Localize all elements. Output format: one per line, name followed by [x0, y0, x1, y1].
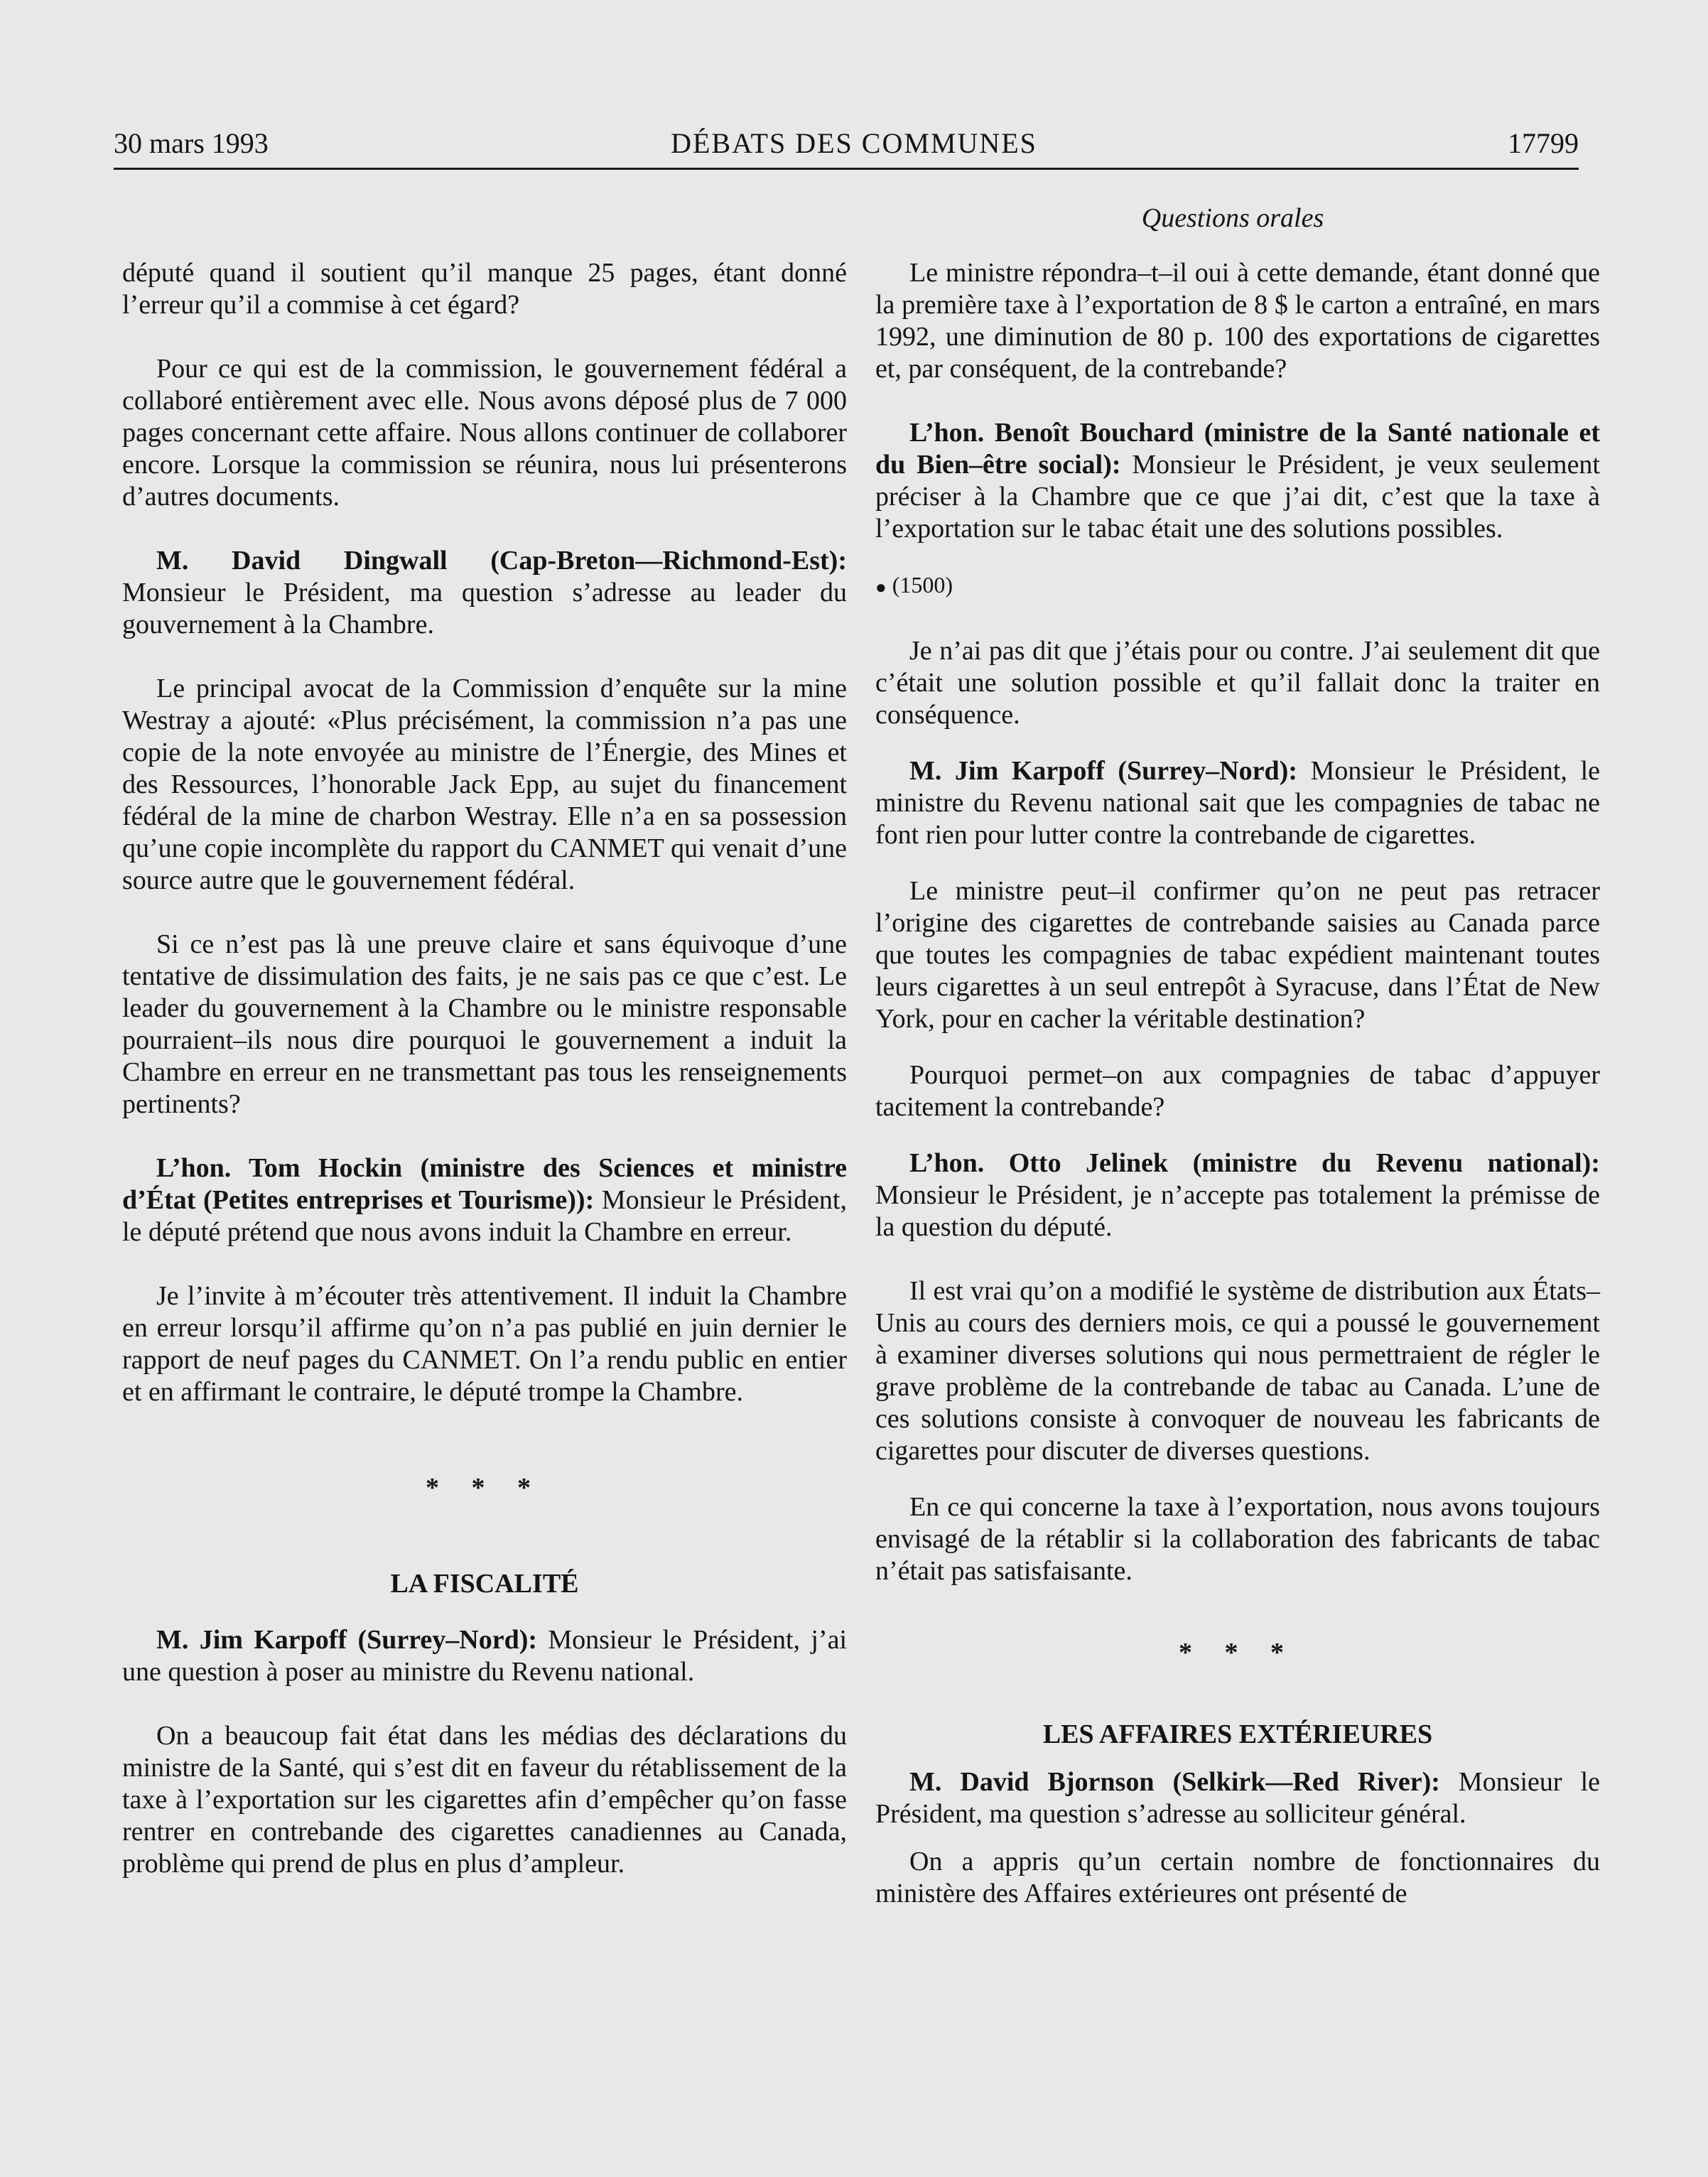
speech-paragraph: [122, 1152, 847, 1248]
bullet-icon: ●: [875, 577, 887, 598]
paragraph: Le ministre peut–il confirmer qu’on ne peut pas retracer l’origine des cigarettes de contrebande saisies au Canada parce que toutes les compagnies de tabac expédient maintenant toutes leurs cigarettes à un seul entrepôt à Syracuse, dans l’État de New York, pour en cacher la véritable destination?: [875, 876, 1600, 1035]
section-heading: LES AFFAIRES EXTÉRIEURES: [1042, 1719, 1433, 1750]
speech-paragraph: [122, 545, 847, 641]
speaker-name: L’hon. Otto Jelinek (ministre du Revenu national):: [909, 1148, 1600, 1179]
paragraph: Je n’ai pas dit que j’étais pour ou contre. J’ai seulement dit que c’était une solution possible et qu’il fallait donc la traiter en conséquence.: [875, 636, 1600, 730]
speaker-name: L’hon. Benoît Bouchard (ministre de la Santé nationale et du Bien–être social):: [875, 418, 1600, 480]
paragraph: Le principal avocat de la Commission d’enquête sur la mine Westray a ajouté: «Plus précisément, la commission n’a pas une copie de la note envoyée au ministre de l’Énergie, des Mines et des Ressources, l’honorable Jack Epp, au sujet du financement fédéral de la mine de charbon Westray. Elle n’a en sa possession qu’une copie incomplète du rapport du CANMET qui venait d’une source autre que le gouvernement fédéral.: [122, 674, 847, 895]
speaker-name: M. Jim Karpoff (Surrey–Nord):: [156, 1625, 538, 1655]
section-separator: * * *: [1179, 1638, 1297, 1668]
speech-text: Monsieur le Président, je n’accepte pas totalement la prémisse de la question du député.: [875, 1180, 1600, 1243]
speech-text: Monsieur le Président, le député prétend que nous avons induit la Chambre en erreur.: [122, 1185, 847, 1247]
section-label: Questions orales: [1141, 203, 1324, 233]
speech-text: Monsieur le Président, j’ai une question à poser au ministre du Revenu national.: [122, 1625, 847, 1687]
paragraph: En ce qui concerne la taxe à l’exportation, nous avons toujours envisagé de la rétablir si la collaboration des fabricants de tabac n’était pas satisfaisante.: [875, 1492, 1600, 1587]
paragraph: Pour ce qui est de la commission, le gouvernement fédéral a collaboré entièrement avec elle. Nous avons déposé plus de 7 000 pages concernant cette affaire. Nous allons continuer de collaborer encore. Lorsque la commission se réunira, nous lui présenterons d’autres documents.: [122, 354, 847, 512]
speech-paragraph: [875, 755, 1600, 851]
paragraph: On a appris qu’un certain nombre de fonctionnaires du ministère des Affaires extérieures ont présenté de: [875, 1847, 1600, 1909]
header-rule: [114, 168, 1579, 170]
speech-text: Monsieur le Président, le ministre du Revenu national sait que les compagnies de tabac ne font rien pour lutter contre la contrebande de cigarettes.: [875, 756, 1600, 850]
right-column: [875, 257, 1600, 1910]
speech-paragraph: [122, 1624, 847, 1688]
speech-text: Monsieur le Président, je veux seulement préciser à la Chambre que ce que j’ai dit, c’est que la taxe à l’exportation sur le tabac était une des solutions possibles.: [875, 450, 1600, 544]
paragraph: Je l’invite à m’écouter très attentivement. Il induit la Chambre en erreur lorsqu’il affirme qu’on n’a pas publié en juin dernier le rapport de neuf pages du CANMET. On l’a rendu public en entier et en affirmant le contraire, le député trompe la Chambre.: [122, 1281, 847, 1407]
speech-text: Monsieur le Président, ma question s’adresse au leader du gouvernement à la Chambre.: [122, 578, 847, 639]
time-marker: [875, 569, 1600, 603]
speech-text: Monsieur le Président, ma question s’adresse au solliciteur général.: [875, 1767, 1601, 1830]
paragraph: député quand il soutient qu’il manque 25 pages, étant donné l’erreur qu’il a commise à cet égard?: [122, 258, 847, 320]
paragraph: On a beaucoup fait état dans les médias des déclarations du ministre de la Santé, qui s’est dit en faveur du rétablissement de la taxe à l’exportation sur les cigarettes afin d’empêcher qu’on fasse rentrer en contrebande des cigarettes canadiennes au Canada, problème qui prend de plus en plus d’ampleur.: [122, 1721, 847, 1879]
header-date: 30 mars 1993: [114, 127, 269, 159]
speaker-name: M. David Bjornson (Selkirk—Red River):: [909, 1767, 1440, 1798]
time-stamp: (1500): [892, 572, 953, 598]
paragraph: Il est vrai qu’on a modifié le système de distribution aux États–Unis au cours des derniers mois, ce qui a poussé le gouvernement à examiner diverses solutions qui nous permettraient de régler le grave problème de la contrebande de tabac au Canada. L’une de ces solutions consiste à convoquer de nouveau les fabricants de cigarettes pour discuter de diverses questions.: [875, 1276, 1600, 1466]
paragraph: Si ce n’est pas là une preuve claire et sans équivoque d’une tentative de dissimulation des faits, je ne sais pas ce que c’est. Le leader du gouvernement à la Chambre ou le ministre responsable pourraient–ils nous dire pourquoi le gouvernement a induit la Chambre en erreur en ne transmettant pas tous les renseignements pertinents?: [122, 929, 847, 1119]
speaker-name: M. Jim Karpoff (Surrey–Nord):: [909, 756, 1297, 787]
speaker-name: M. David Dingwall (Cap-Breton—Richmond-Est):: [156, 546, 847, 576]
section-heading: LA FISCALITÉ: [390, 1569, 579, 1599]
speaker-name: L’hon. Tom Hockin (ministre des Sciences et ministre d’État (Petites entreprises et Tourisme)):: [122, 1153, 847, 1215]
left-column: [122, 257, 847, 1880]
paragraph: Le ministre répondra–t–il oui à cette demande, étant donné que la première taxe à l’exportation de 8 $ le carton a entraîné, en mars 1992, une diminution de 80 p. 100 des exportations de cigarettes et, par conséquent, de la contrebande?: [875, 258, 1600, 384]
header-page-number: 17799: [1508, 127, 1579, 159]
section-separator: * * *: [426, 1473, 544, 1503]
speech-paragraph: [875, 1766, 1600, 1830]
speech-paragraph: [875, 417, 1600, 545]
speech-paragraph: [875, 1147, 1600, 1243]
paragraph: Pourquoi permet–on aux compagnies de tabac d’appuyer tacitement la contrebande?: [875, 1060, 1600, 1123]
header-title: DÉBATS DES COMMUNES: [671, 127, 1037, 159]
